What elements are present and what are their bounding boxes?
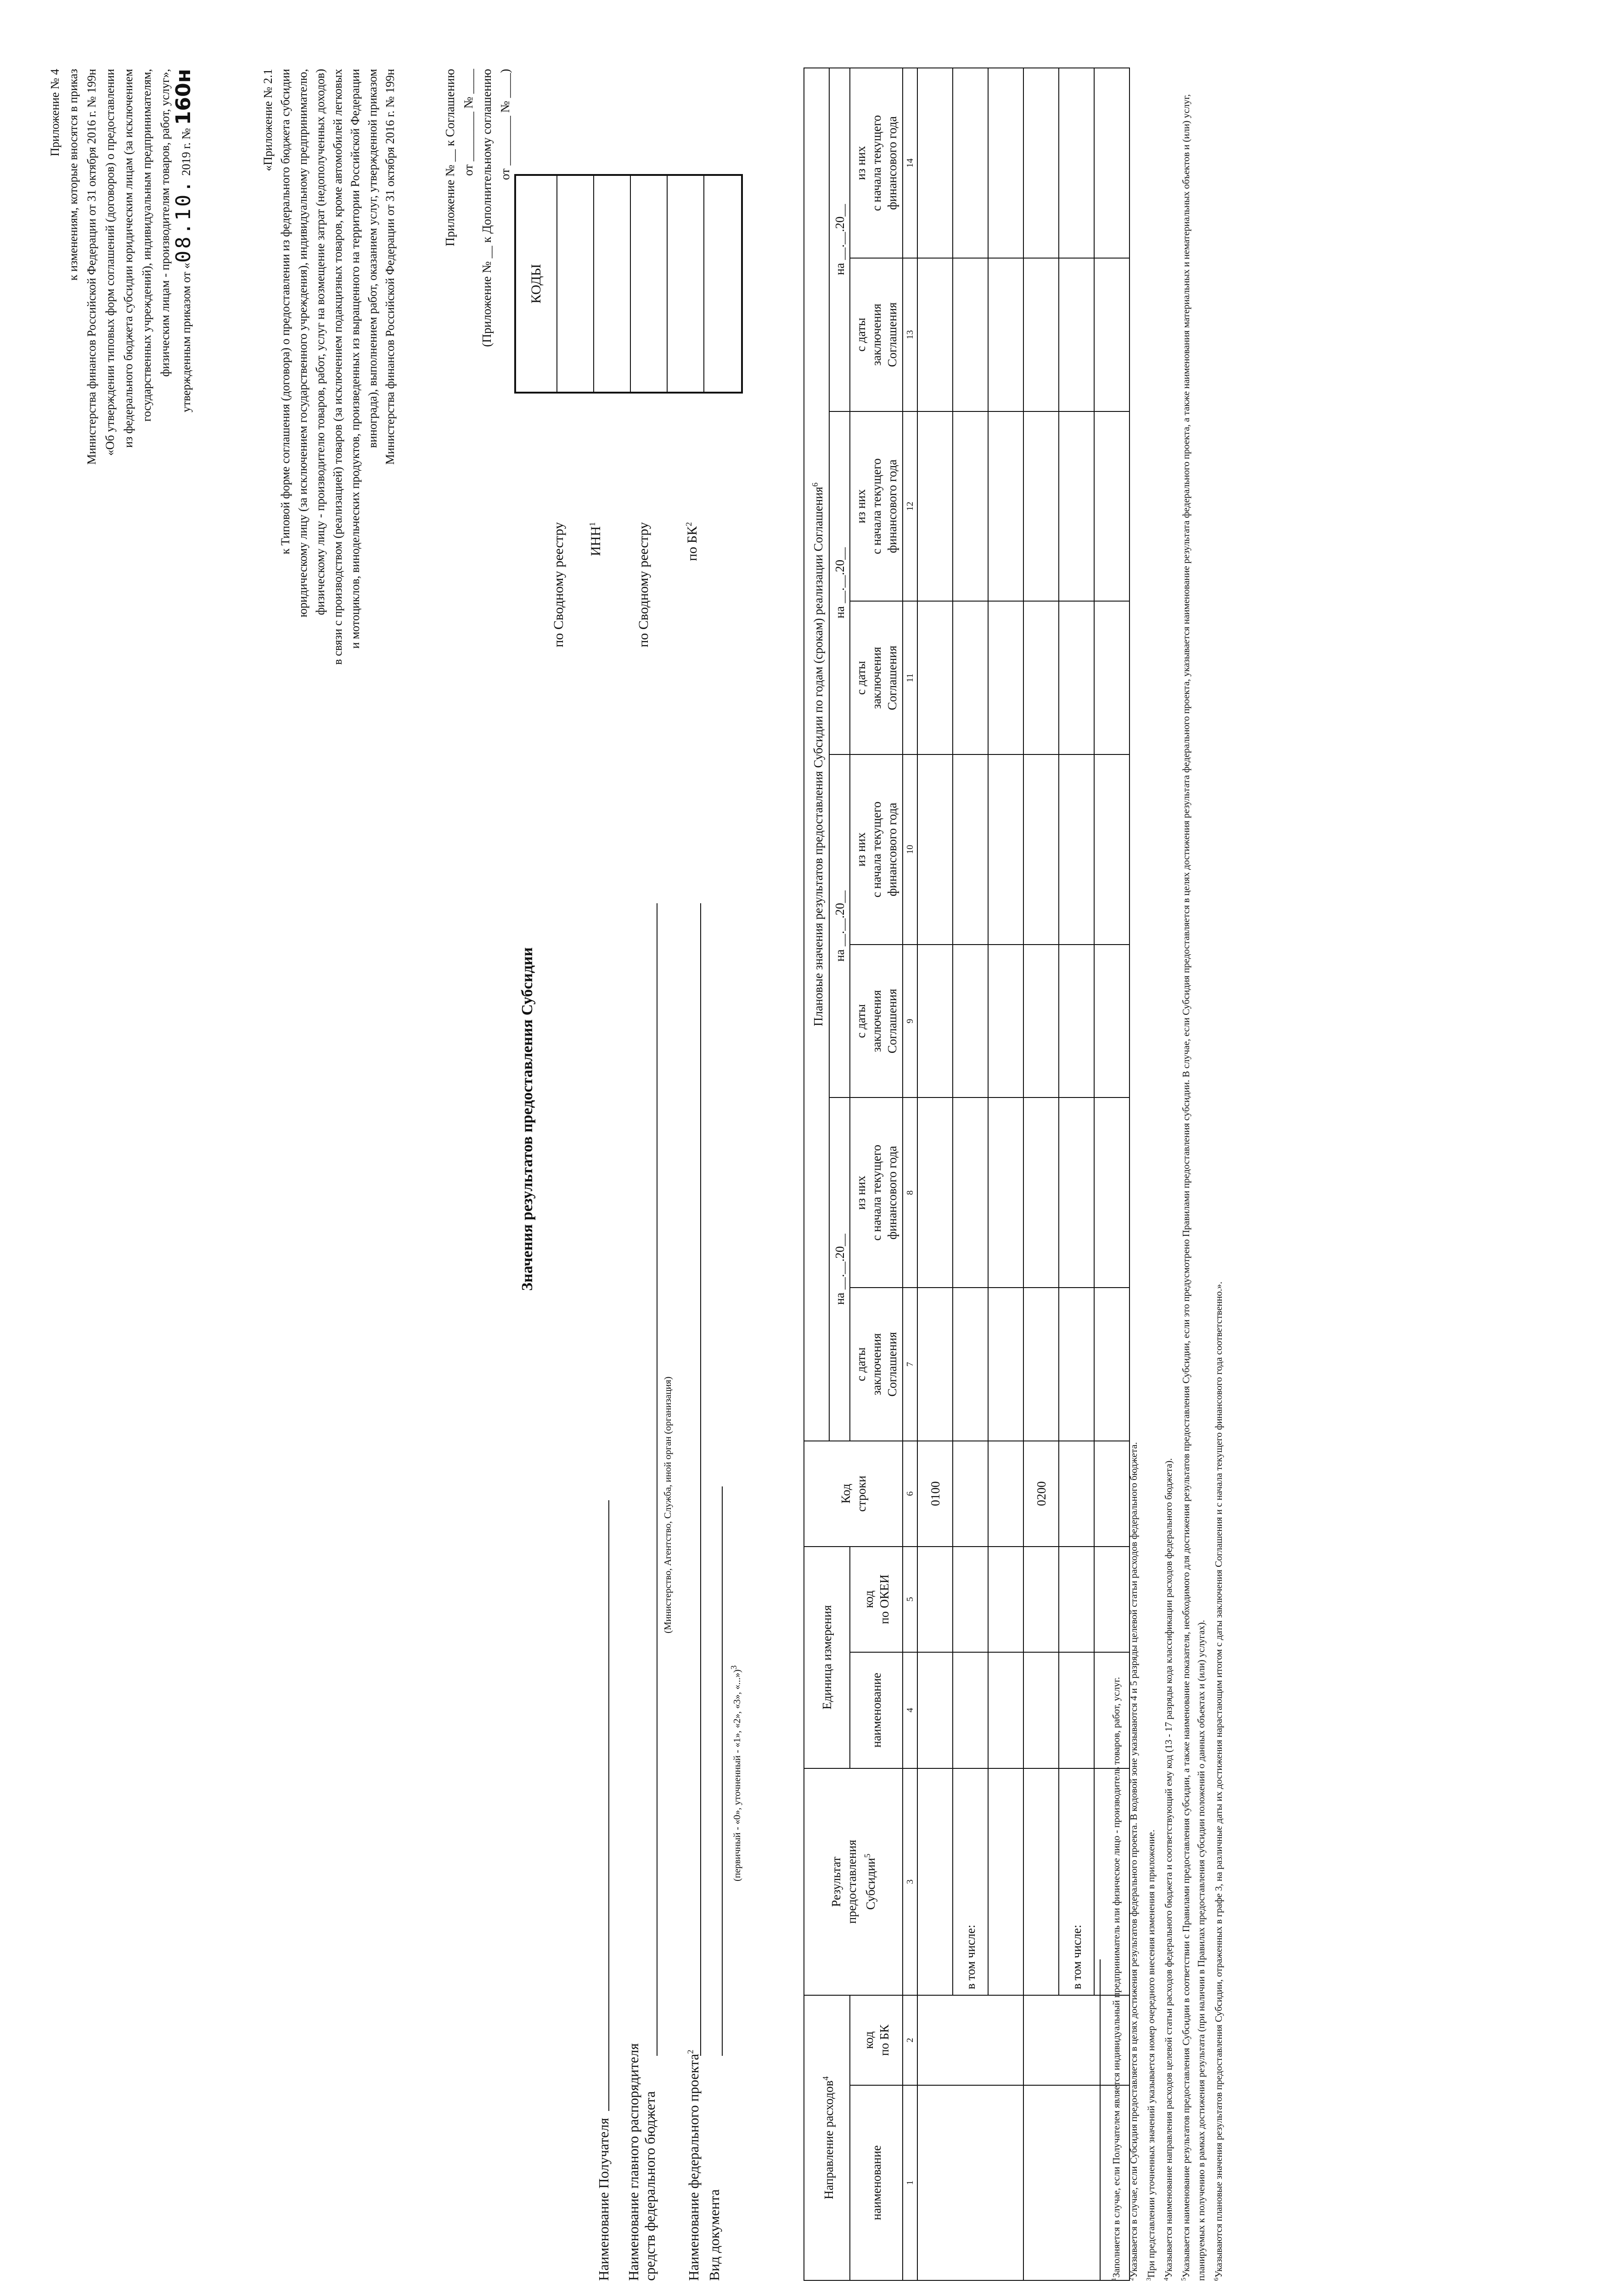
header-okei: код по ОКЕИ xyxy=(850,1547,903,1652)
header-unit: Единица измерения xyxy=(804,1547,850,1768)
approval-mid: 2019 г. № xyxy=(180,128,193,176)
value-cell[interactable] xyxy=(953,945,988,1097)
value-cell[interactable] xyxy=(1023,1097,1059,1288)
grbs-label-2: средств федерального бюджета xyxy=(642,2091,658,2281)
col-number: 8 xyxy=(903,1097,917,1288)
col-number: 9 xyxy=(903,945,917,1097)
value-cell[interactable] xyxy=(917,68,953,258)
okei-cell[interactable] xyxy=(917,1547,953,1652)
value-cell[interactable] xyxy=(1023,411,1059,602)
footnote-divider xyxy=(1100,1959,1101,2281)
code-cell[interactable] xyxy=(631,176,668,392)
footnote: $^2$Указывается в случае, если Субсидия предоставляется в целях достижения результатов федерального проекта. В кодовой зоне указываются 4 и 5 разряды целевой статьи расходов федерального бюджета. xyxy=(1128,1442,1139,2281)
value-cell[interactable] xyxy=(1059,601,1094,754)
header2-line: в связи с производством (реализацией) товаров (за исключением подакцизных товаров, кроме автомобилей легковых xyxy=(331,69,344,665)
col-number: 7 xyxy=(903,1288,917,1441)
doc-type-label: Вид документа xyxy=(706,2189,722,2281)
result-cell[interactable] xyxy=(1023,1768,1059,1995)
row-code-cell[interactable] xyxy=(988,1441,1023,1547)
okei-cell[interactable] xyxy=(1023,1547,1059,1652)
table-row xyxy=(917,68,953,2280)
recipient-field[interactable] xyxy=(608,1500,609,2111)
value-cell[interactable] xyxy=(953,1097,988,1288)
value-cell[interactable] xyxy=(917,1288,953,1441)
value-cell[interactable] xyxy=(1059,411,1094,602)
row-code-cell: 0200 xyxy=(1023,1441,1059,1547)
agreement-date: от ________ № ____ xyxy=(461,69,475,176)
footnote: $^1$Заполняется в случае, если Получателем является индивидуальный предприниматель или физическое лицо - производитель товаров, работ, услуг. xyxy=(1111,1677,1122,2281)
header-from-date: с даты заключения Соглашения xyxy=(850,601,903,754)
header-direction: Направление расходов$^4$ xyxy=(804,1995,850,2280)
supplementary-date: от ________ № ____) xyxy=(498,69,512,180)
col-number: 4 xyxy=(903,1652,917,1768)
unit-name-cell[interactable] xyxy=(1023,1652,1059,1768)
handwritten-number: 160н xyxy=(172,69,195,125)
footnote: $^5$Указывается наименование результатов предоставления Субсидии в соответствии с Правилами предоставления субсидии, а также наименование показателя, необходимого для достижения результатов предоставления Субсидии, если это предусмотрено Правилами предоставления субсидии. В случае, если Субсидия предоставляется в целях достижения результата федерального проекта, указывается наименование результата федерального проекта, а также наименования материальных и нематериальных объектов и (или) услуг, планируемых к получению в рамках достижения результата (при наличии в Правилах предоставления субсидии положений о данных объектах и (или) услугах). xyxy=(1180,94,1207,2281)
row-code-cell: 0100 xyxy=(917,1441,953,1547)
value-cell[interactable] xyxy=(1023,754,1059,945)
table-row xyxy=(1023,68,1059,2280)
col-number: 1 xyxy=(903,2085,917,2280)
code-cell[interactable] xyxy=(668,176,704,392)
okei-cell[interactable] xyxy=(988,1547,1023,1652)
header-line: Министерства финансов Российской Федерации от 31 октября 2016 г. № 199н xyxy=(85,69,98,465)
value-cell[interactable] xyxy=(917,754,953,945)
value-cell[interactable] xyxy=(917,945,953,1097)
value-cell[interactable] xyxy=(1059,945,1094,1097)
col-number: 13 xyxy=(903,258,917,411)
value-cell[interactable] xyxy=(988,1288,1023,1441)
header-from-date: с даты заключения Соглашения xyxy=(850,258,903,411)
value-cell[interactable] xyxy=(988,601,1023,754)
col-number: 14 xyxy=(903,68,917,258)
project-field[interactable] xyxy=(700,903,701,2056)
header-name: наименование xyxy=(850,2085,903,2280)
header-line: государственных учреждений), индивидуальным предпринимателям, xyxy=(140,69,153,422)
header2-line: Министерства финансов Российской Федерации от 31 октября 2016 г. № 199н xyxy=(383,69,397,465)
table-row xyxy=(988,68,1023,2280)
header-line: физическим лицам - производителям товаров, работ, услуг», xyxy=(158,69,172,377)
codes-label-registry: по Сводному реестру xyxy=(551,522,566,647)
value-cell[interactable] xyxy=(917,411,953,602)
doc-type-note: (первичный - «0», уточненный - «1», «2», «3», «...»)$^3$ xyxy=(729,1665,742,1881)
okei-cell[interactable] xyxy=(1059,1547,1094,1652)
header-year-4: на __.__.20__ xyxy=(829,68,850,411)
col-number: 3 xyxy=(903,1768,917,1995)
unit-name-cell[interactable] xyxy=(988,1652,1023,1768)
col-number: 11 xyxy=(903,601,917,754)
header-line: «Об утверждении типовых форм соглашений (договоров) о предоставлении xyxy=(103,69,117,456)
approval-line xyxy=(174,69,196,872)
codes-label-bk: по $БК^2$ xyxy=(684,522,700,561)
doc-type-field[interactable] xyxy=(722,1486,723,2056)
amendment-header xyxy=(46,69,196,872)
result-cell[interactable] xyxy=(917,1768,953,1995)
supplementary-appendix: (Приложение № __ к Дополнительному соглашению xyxy=(480,69,494,347)
value-cell[interactable] xyxy=(1059,68,1094,258)
value-cell[interactable] xyxy=(1023,258,1059,411)
header-line: из федерального бюджета субсидии юридическим лицам (за исключением xyxy=(122,69,135,448)
value-cell[interactable] xyxy=(1023,601,1059,754)
header-of-them: из них с начала текущего финансового года xyxy=(850,754,903,945)
project-label: Наименование федерального проекта$^2$ xyxy=(686,2049,702,2281)
header2-line: юридическому лицу (за исключением государственного учреждения), индивидуальному предпринимателю, xyxy=(296,69,309,618)
value-cell[interactable] xyxy=(1059,258,1094,411)
header-from-date: с даты заключения Соглашения xyxy=(850,945,903,1097)
unit-name-cell[interactable] xyxy=(953,1652,988,1768)
header2-line: к Типовой форме соглашения (договора) о предоставлении из федерального бюджета субсидии xyxy=(279,69,292,555)
header-of-them: из них с начала текущего финансового года xyxy=(850,68,903,258)
approval-prefix: утвержденным приказом от « xyxy=(180,263,193,412)
direction-name-cell[interactable] xyxy=(917,2085,1023,2280)
value-cell[interactable] xyxy=(953,68,988,258)
page-title: Значения результатов предоставления Субсидии xyxy=(519,947,536,1291)
footnote: $^3$При представлении уточненных значений указывается номер очередного внесения изменения в приложение. xyxy=(1146,1829,1157,2281)
value-cell[interactable] xyxy=(1059,1288,1094,1441)
code-cell[interactable] xyxy=(557,176,594,392)
appendix-2-1: «Приложение № 2.1 xyxy=(261,69,275,171)
value-cell[interactable] xyxy=(988,945,1023,1097)
header-year-3: на __.__.20__ xyxy=(829,411,850,754)
results-table xyxy=(804,68,1130,2281)
including-label: в том числе: xyxy=(953,1768,988,1995)
footnote: $^6$Указываются плановые значения результатов предоставления Субсидии, отраженных в графе 3, на различные даты их достижения нарастающим итогом с даты заключения Соглашения и с начала текущего финансового года соответственно.». xyxy=(1213,1281,1224,2281)
grbs-label-1: Наименование главного распорядителя xyxy=(625,2043,641,2281)
header-of-them: из них с начала текущего финансового года xyxy=(850,411,903,602)
value-cell[interactable] xyxy=(1059,754,1094,945)
value-cell[interactable] xyxy=(953,411,988,602)
col-number: 12 xyxy=(903,411,917,602)
col-number: 10 xyxy=(903,754,917,945)
value-cell[interactable] xyxy=(917,1097,953,1288)
value-cell[interactable] xyxy=(988,754,1023,945)
value-cell[interactable] xyxy=(1023,1288,1059,1441)
value-cell[interactable] xyxy=(988,258,1023,411)
table-row xyxy=(953,68,988,2280)
col-number: 6 xyxy=(903,1441,917,1547)
result-cell[interactable] xyxy=(988,1768,1023,1995)
code-cell[interactable] xyxy=(704,176,741,392)
header2-line: винограда), выполнением работ, оказанием услуг, утвержденной приказом xyxy=(366,69,379,448)
agreement-appendix: Приложение № __ к Соглашению xyxy=(443,69,457,247)
appendix-number: Приложение № 4 xyxy=(48,69,62,157)
row-code-cell[interactable] xyxy=(1059,1441,1094,1547)
unit-name-cell[interactable] xyxy=(1059,1652,1094,1768)
handwritten-date: 08.10. xyxy=(172,179,195,263)
codes-label-inn: ИНН$^1$ xyxy=(588,522,603,556)
value-cell[interactable] xyxy=(953,1288,988,1441)
header2-line: физическому лицу - производителю товаров, работ, услуг на возмещение затрат (недополученных доходов) xyxy=(314,69,327,615)
header-planned: Плановые значения результатов предоставления Субсидии по годам (срокам) реализации Соглашения$^6$ xyxy=(804,68,829,1441)
column-numbers-row xyxy=(903,68,917,2280)
header2-line: и мотоциклов, винодельческих продуктов, произведенных из выращенного на территории Российской Федерации xyxy=(348,69,362,649)
grbs-note: (Министерство, Агентство, Служба, иной орган (организация) xyxy=(662,1376,673,1633)
header-of-them: из них с начала текущего финансового года xyxy=(850,1097,903,1288)
value-cell[interactable] xyxy=(917,258,953,411)
value-cell[interactable] xyxy=(953,754,988,945)
including-label: в том числе: xyxy=(1059,1768,1094,1995)
template-reference-header xyxy=(259,69,399,850)
value-cell[interactable] xyxy=(917,601,953,754)
direction-code-cell[interactable] xyxy=(917,1995,1023,2085)
value-cell[interactable] xyxy=(988,1097,1023,1288)
codes-header: КОДЫ xyxy=(516,176,557,392)
footnote: $^4$Указывается наименование направления расходов целевой статьи расходов федерального бюджета и соответствующий ему код (13 - 17 разряды кода классификации расходов федерального бюджета). xyxy=(1163,1458,1174,2281)
value-cell[interactable] xyxy=(953,601,988,754)
header-row-code: Код строки xyxy=(804,1441,903,1547)
value-cell[interactable] xyxy=(988,68,1023,258)
okei-cell[interactable] xyxy=(953,1547,988,1652)
codes-label-registry-2: по Сводному реестру xyxy=(636,522,651,647)
value-cell[interactable] xyxy=(953,258,988,411)
col-number: 2 xyxy=(903,1995,917,2085)
header-line: к изменениям, которые вносятся в приказ xyxy=(67,69,80,281)
value-cell[interactable] xyxy=(1059,1097,1094,1288)
value-cell[interactable] xyxy=(988,411,1023,602)
header-unit-name: наименование xyxy=(850,1652,903,1768)
header-year-2: на __.__.20__ xyxy=(829,754,850,1097)
header-result: Результат предоставления Субсидии$^5$ xyxy=(804,1768,903,1995)
header-year-1: на __.__.20__ xyxy=(829,1097,850,1441)
row-code-cell[interactable] xyxy=(953,1441,988,1547)
value-cell[interactable] xyxy=(1023,68,1059,258)
code-cell[interactable] xyxy=(594,176,631,392)
col-number: 5 xyxy=(903,1547,917,1652)
header-from-date: с даты заключения Соглашения xyxy=(850,1288,903,1441)
recipient-label: Наименование Получателя xyxy=(596,2118,612,2281)
value-cell[interactable] xyxy=(1023,945,1059,1097)
table-row xyxy=(1059,68,1094,2280)
unit-name-cell[interactable] xyxy=(917,1652,953,1768)
codes-box xyxy=(514,174,743,394)
header-code-bk: код по БК xyxy=(850,1995,903,2085)
agreement-reference xyxy=(441,69,514,482)
footnotes xyxy=(1107,54,1226,2281)
